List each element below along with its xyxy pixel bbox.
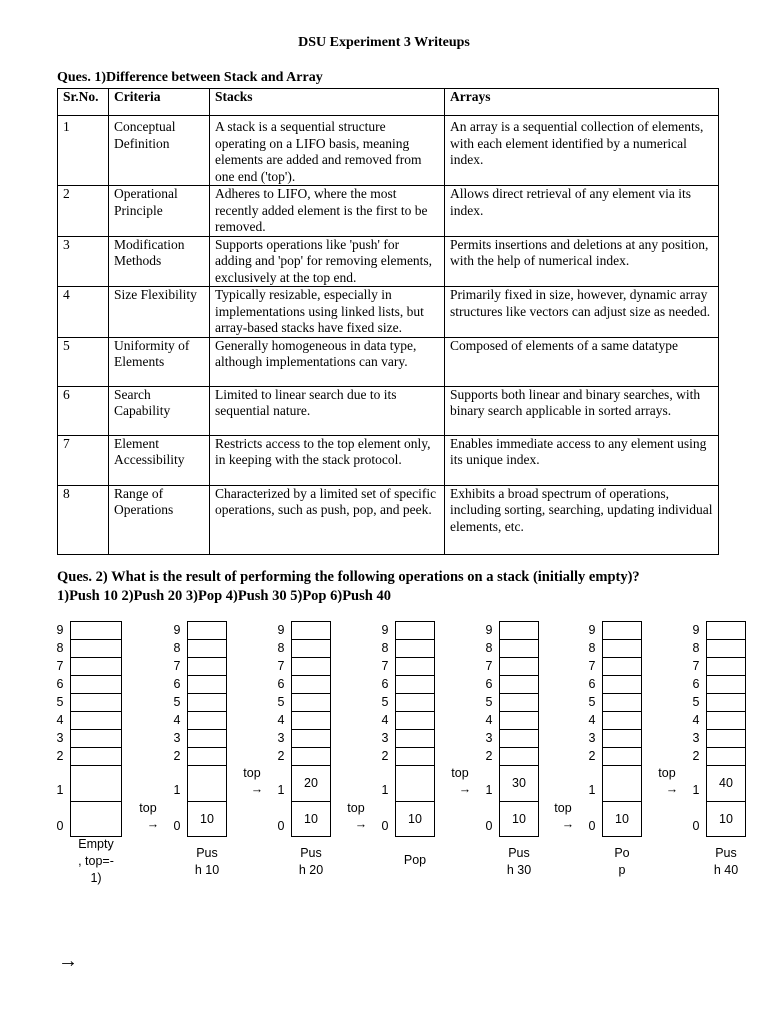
stack-caption-line: Pop [403,853,427,867]
slot-index-label: 5 [173,695,181,709]
slot-index-label: 0 [692,819,700,833]
stack-slot [70,675,122,694]
stack-slot-value: 10 [719,812,733,826]
arrow-right-icon: → [665,782,679,796]
slot-index-label: 2 [692,749,700,763]
slot-index-label: 0 [173,819,181,833]
stack-caption-line: Pus [300,846,322,860]
slot-index-label: 7 [173,659,181,673]
stack-slot [706,711,746,730]
slot-index-label: 5 [485,695,493,709]
slot-index-label: 8 [588,641,596,655]
arrow-right-icon: → [354,817,368,831]
slot-index-label: 3 [588,731,596,745]
stack-caption-line: Po [614,846,630,860]
cell-srno: 2 [58,186,109,237]
slot-index-label: 8 [485,641,493,655]
top-pointer-label: top [139,801,157,815]
cell-srno: 1 [58,116,109,186]
stack-slot [291,711,331,730]
stack-caption [177,845,237,879]
stack-slot [499,711,539,730]
stack-caption [592,845,652,879]
stack-7 [658,620,768,900]
stack-5 [451,620,567,900]
cell-srno: 4 [58,287,109,338]
arrow-right-icon: → [561,817,575,831]
stack-6 [554,620,670,900]
stack-caption-line: Pus [196,846,218,860]
stack-slot [291,639,331,658]
stack-slot [395,711,435,730]
top-pointer-label: top [243,766,261,780]
stack-slot [706,675,746,694]
slot-index-label: 4 [692,713,700,727]
top-pointer [650,765,684,797]
stack-slot [395,675,435,694]
cell-criteria: Search Capability [109,386,210,435]
slot-index-label: 0 [588,819,596,833]
stack-slot-value: 30 [512,776,526,790]
stack-caption [60,836,132,887]
top-pointer-label: top [451,766,469,780]
cell-arrays: Allows direct retrieval of any element via its index. [445,186,719,237]
slot-index-label: 5 [588,695,596,709]
cell-stacks: Generally homogeneous in data type, although implementations can vary. [210,337,445,386]
question-1-heading: Ques. 1)Difference between Stack and Array [57,70,323,85]
stack-slot [70,621,122,640]
slot-index-label: 9 [56,623,64,637]
stack-slot [291,693,331,712]
slot-index-label: 5 [381,695,389,709]
stack-slot [706,621,746,640]
slot-index-label: 7 [692,659,700,673]
cell-arrays: Enables immediate access to any element using its unique index. [445,435,719,485]
slot-index-label: 2 [485,749,493,763]
stack-slot-value: 10 [304,812,318,826]
slot-index-label: 7 [588,659,596,673]
stack-caption-line: h 10 [194,863,220,877]
cell-arrays: Primarily fixed in size, however, dynamic array structures like vectors can adjust size as needed. [445,287,719,338]
stack-caption-line: , top=- [78,854,114,868]
slot-index-label: 9 [485,623,493,637]
slot-index-label: 1 [56,783,64,797]
slot-index-label: 9 [588,623,596,637]
stack-slot [70,693,122,712]
slot-index-label: 4 [381,713,389,727]
slot-index-label: 1 [277,783,285,797]
cell-srno: 8 [58,485,109,554]
stack-slot [70,711,122,730]
stack-caption-line: p [618,863,626,877]
slot-index-label: 6 [485,677,493,691]
cell-stacks: Characterized by a limited set of specific operations, such as push, pop, and peek. [210,485,445,554]
header-srno: Sr.No. [58,89,109,116]
stack-slot [187,729,227,748]
stack-slot [706,693,746,712]
stack-caption [489,845,549,879]
stack-slot [291,621,331,640]
slot-index-label: 6 [173,677,181,691]
question-2-line-1: Ques. 2) What is the result of performing the following operations on a stack (initially empty)? [57,569,640,585]
slot-index-label: 9 [277,623,285,637]
stack-slot-value: 10 [200,812,214,826]
stack-slot-value: 20 [304,776,318,790]
stack-slot-value: 10 [615,812,629,826]
cell-stacks: Adheres to LIFO, where the most recently added element is the first to be removed. [210,186,445,237]
cell-arrays: Supports both linear and binary searches, with binary search applicable in sorted arrays. [445,386,719,435]
stack-2 [139,620,255,900]
slot-index-label: 3 [381,731,389,745]
stack-slot [499,675,539,694]
slot-index-label: 1 [381,783,389,797]
stack-slot [70,639,122,658]
stack-slot [499,621,539,640]
slot-index-label: 3 [485,731,493,745]
slot-index-label: 3 [277,731,285,745]
stack-caption-line: h 30 [506,863,532,877]
slot-index-label: 6 [588,677,596,691]
stack-slot [187,675,227,694]
slot-index-label: 4 [56,713,64,727]
slot-index-label: 3 [173,731,181,745]
stack-slot [602,639,642,658]
stack-slot [706,729,746,748]
stack-slot [291,675,331,694]
slot-index-label: 5 [692,695,700,709]
cell-srno: 7 [58,435,109,485]
cell-arrays: Composed of elements of a same datatype [445,337,719,386]
cell-srno: 6 [58,386,109,435]
stack-slot [706,657,746,676]
slot-index-label: 1 [692,783,700,797]
stack-caption-line: Empty [78,837,114,851]
stack-slot [291,657,331,676]
stack-3 [243,620,359,900]
slot-index-label: 6 [56,677,64,691]
stack-slot [395,765,435,802]
slot-index-label: 0 [381,819,389,833]
slot-index-label: 2 [381,749,389,763]
cell-criteria: Size Flexibility [109,287,210,338]
stack-caption [696,845,756,879]
cell-arrays: Exhibits a broad spectrum of operations, including sorting, searching, updating individual elements, etc. [445,485,719,554]
stack-slot [395,657,435,676]
stack-caption-line: Pus [508,846,530,860]
stack-slot [499,693,539,712]
stack-slot [499,729,539,748]
stack-slot [187,639,227,658]
header-arrays: Arrays [445,89,719,116]
stack-slot [70,765,122,802]
slot-index-label: 1 [485,783,493,797]
stack-slot [602,765,642,802]
slot-index-label: 7 [277,659,285,673]
stack-slot [187,747,227,766]
slot-index-label: 6 [381,677,389,691]
stack-slot [706,639,746,658]
cell-srno: 5 [58,337,109,386]
arrow-right-icon: → [250,782,264,796]
stack-caption-line: Pus [715,846,737,860]
stack-slot [499,639,539,658]
slot-index-label: 0 [277,819,285,833]
header-stacks: Stacks [210,89,445,116]
top-pointer-label: top [658,766,676,780]
arrow-icon: → [58,950,78,972]
slot-index-label: 7 [381,659,389,673]
stack-slot [602,657,642,676]
slot-index-label: 8 [173,641,181,655]
slot-index-label: 9 [381,623,389,637]
top-pointer [546,800,580,832]
slot-index-label: 6 [692,677,700,691]
stack-slot [499,657,539,676]
cell-criteria: Operational Principle [109,186,210,237]
slot-index-label: 5 [56,695,64,709]
stack-caption-line: h 20 [298,863,324,877]
stack-slot [602,729,642,748]
stack-slot [706,747,746,766]
stack-slot [70,801,122,837]
stack-slot [395,747,435,766]
cell-stacks: Supports operations like 'push' for adding and 'pop' for removing elements, exclusively at the top end. [210,236,445,287]
stack-4 [347,620,463,900]
slot-index-label: 7 [485,659,493,673]
stack-slot [395,639,435,658]
slot-index-label: 8 [692,641,700,655]
slot-index-label: 4 [277,713,285,727]
stack-slot [187,621,227,640]
cell-stacks: Restricts access to the top element only, in keeping with the stack protocol. [210,435,445,485]
stack-slot [395,621,435,640]
stack-slot [291,729,331,748]
stack-caption [281,845,341,879]
stack-slot [602,711,642,730]
cell-criteria: Range of Operations [109,485,210,554]
document-title: DSU Experiment 3 Writeups [298,35,470,50]
stack-slot-value: 10 [512,812,526,826]
slot-index-label: 0 [485,819,493,833]
cell-arrays: Permits insertions and deletions at any position, with the help of numerical index. [445,236,719,287]
cell-stacks: A stack is a sequential structure operating on a LIFO basis, meaning elements are added and removed from one end ('top'). [210,116,445,186]
stack-slot [602,675,642,694]
stack-caption-line: h 40 [713,863,739,877]
slot-index-label: 2 [173,749,181,763]
top-pointer [443,765,477,797]
cell-arrays: An array is a sequential collection of elements, with each element identified by a numerical index. [445,116,719,186]
stack-slot [70,747,122,766]
stack-slot [187,693,227,712]
slot-index-label: 5 [277,695,285,709]
slot-index-label: 4 [173,713,181,727]
stack-slot [395,693,435,712]
stack-slot [602,747,642,766]
slot-index-label: 8 [56,641,64,655]
slot-index-label: 4 [485,713,493,727]
slot-index-label: 9 [173,623,181,637]
cell-criteria: Uniformity of Elements [109,337,210,386]
cell-stacks: Limited to linear search due to its sequential nature. [210,386,445,435]
stack-slot [499,747,539,766]
arrow-right-icon: → [146,817,160,831]
top-pointer-label: top [347,801,365,815]
slot-index-label: 3 [692,731,700,745]
stack-slot [187,765,227,802]
slot-index-label: 2 [56,749,64,763]
stack-slot [70,729,122,748]
slot-index-label: 9 [692,623,700,637]
top-pointer [339,800,373,832]
slot-index-label: 1 [588,783,596,797]
slot-index-label: 2 [277,749,285,763]
stack-caption [385,852,445,869]
slot-index-label: 8 [381,641,389,655]
slot-index-label: 2 [588,749,596,763]
cell-stacks: Typically resizable, especially in implementations using linked lists, but array-based stacks have fixed size. [210,287,445,338]
header-criteria: Criteria [109,89,210,116]
slot-index-label: 6 [277,677,285,691]
question-2-line-2: 1)Push 10 2)Push 20 3)Pop 4)Push 30 5)Pop 6)Push 40 [57,588,391,604]
stack-slot [291,747,331,766]
top-pointer-label: top [554,801,572,815]
slot-index-label: 8 [277,641,285,655]
cell-criteria: Modification Methods [109,236,210,287]
slot-index-label: 4 [588,713,596,727]
slot-index-label: 1 [173,783,181,797]
slot-index-label: 3 [56,731,64,745]
top-pointer [131,800,165,832]
cell-criteria: Conceptual Definition [109,116,210,186]
stack-slot-value: 10 [408,812,422,826]
arrow-right-icon: → [458,782,472,796]
stack-slot [602,693,642,712]
top-pointer [235,765,269,797]
cell-criteria: Element Accessibility [109,435,210,485]
stack-slot [187,711,227,730]
stack-slot [70,657,122,676]
stack-slot [395,729,435,748]
stack-slot-value: 40 [719,776,733,790]
stack-slot [187,657,227,676]
slot-index-label: 0 [56,819,64,833]
slot-index-label: 7 [56,659,64,673]
stack-slot [602,621,642,640]
stack-caption-line: 1) [90,871,102,885]
cell-srno: 3 [58,236,109,287]
